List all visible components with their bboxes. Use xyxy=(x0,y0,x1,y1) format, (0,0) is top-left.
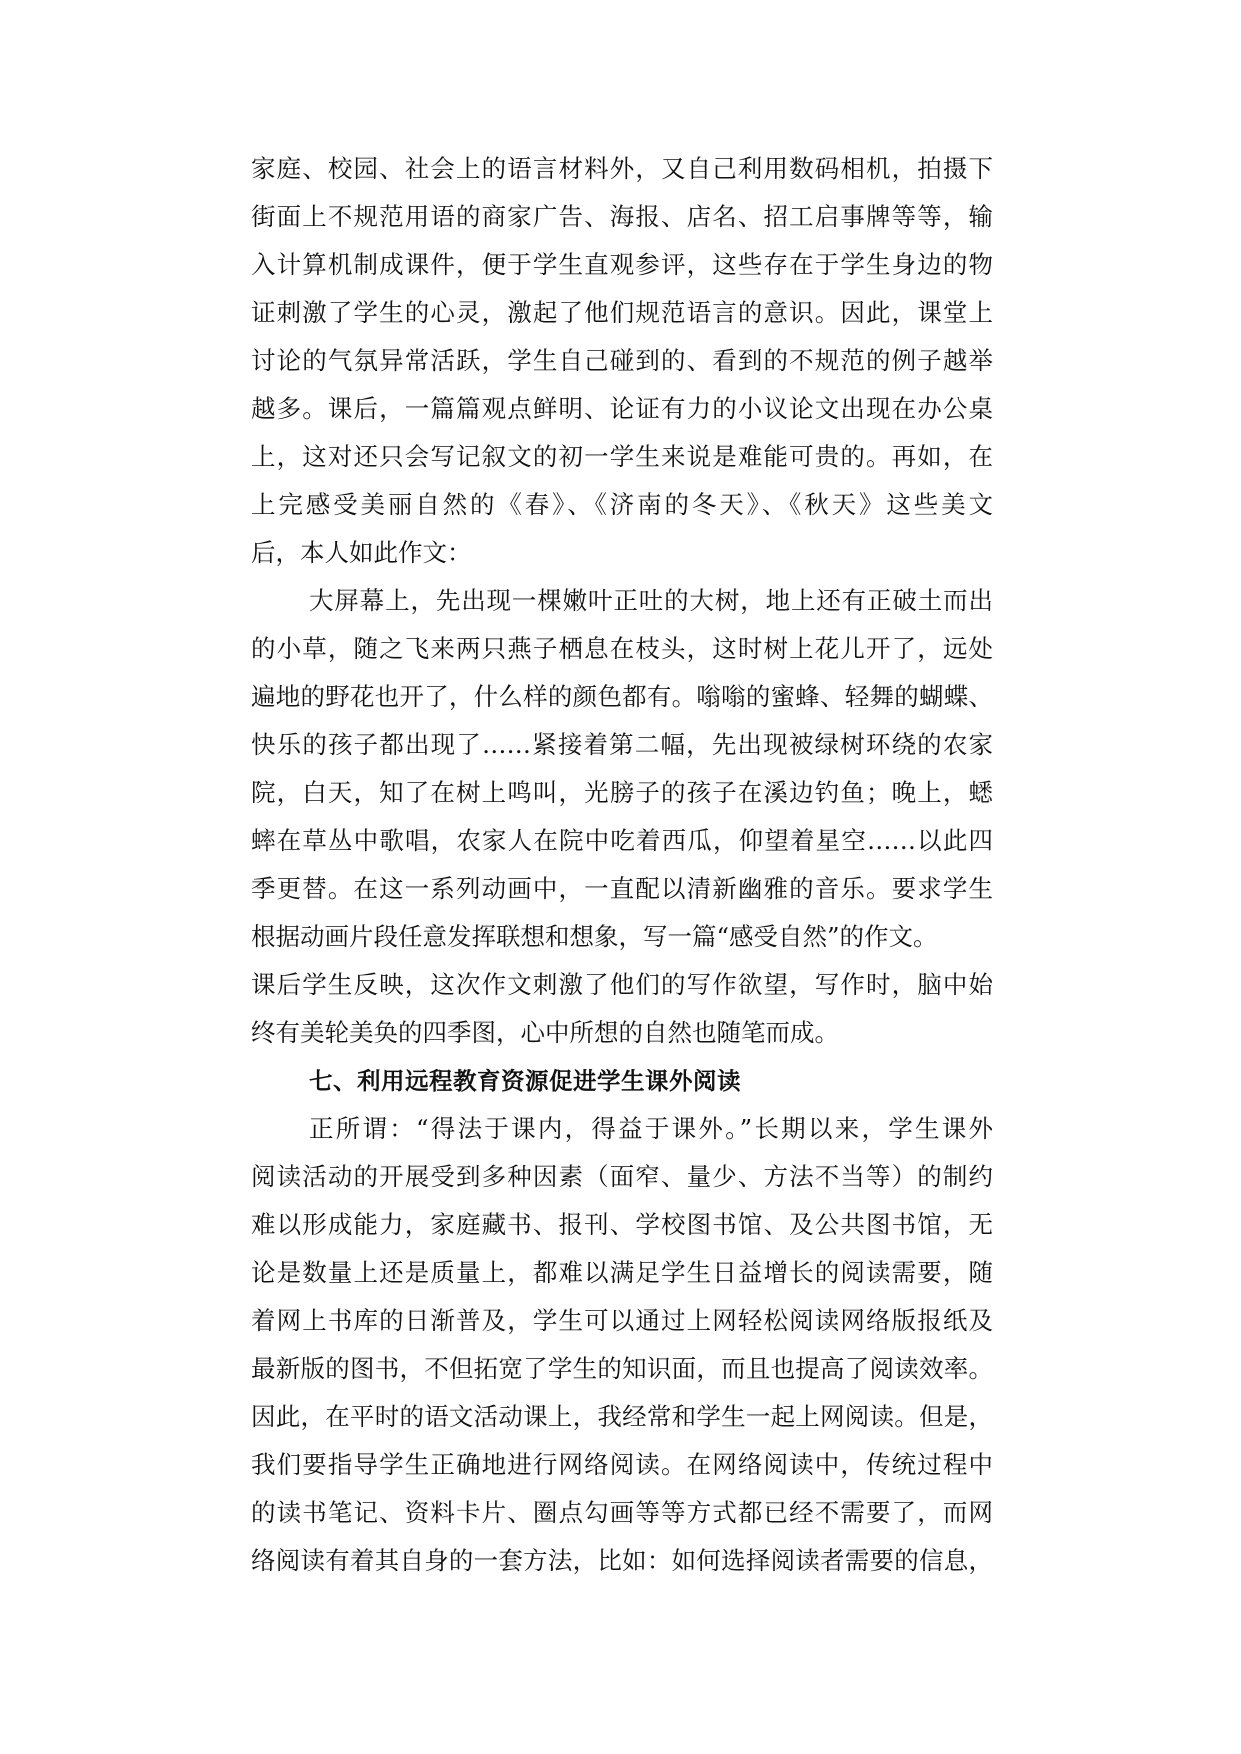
text-line: 终有美轮美奂的四季图，心中所想的自然也随笔而成。 xyxy=(251,1018,839,1047)
text-line: 讨论的气氛异常活跃，学生自己碰到的、看到的不规范的例子越举 xyxy=(251,346,993,375)
text-line: 大屏幕上，先出现一棵嫩叶正吐的大树，地上还有正破土而出 xyxy=(309,586,993,615)
text-line: 的小草，随之飞来两只燕子栖息在枝头，这时树上花儿开了，远处 xyxy=(251,634,993,663)
paragraph-3 xyxy=(251,1105,993,1585)
text-line: 难以形成能力，家庭藏书、报刊、学校图书馆、及公共图书馆，无 xyxy=(251,1210,993,1239)
text-line: 证刺激了学生的心灵，激起了他们规范语言的意识。因此，课堂上 xyxy=(251,298,993,327)
text-line: 络阅读有着其自身的一套方法，比如：如何选择阅读者需要的信息， xyxy=(251,1546,993,1575)
text-line: 蟀在草丛中歌唱，农家人在院中吃着西瓜，仰望着星空……以此四 xyxy=(251,826,993,855)
document-page xyxy=(251,145,993,1585)
text-line: 后，本人如此作文： xyxy=(251,538,472,567)
text-line: 上，这对还只会写记叙文的初一学生来说是难能可贵的。再如，在 xyxy=(251,442,993,471)
paragraph-2 xyxy=(251,577,993,1057)
text-line: 论是数量上还是质量上，都难以满足学生日益增长的阅读需要，随 xyxy=(251,1258,993,1287)
text-line: 街面上不规范用语的商家广告、海报、店名、招工启事牌等等，输 xyxy=(251,202,993,231)
text-line: 入计算机制成课件，便于学生直观参评，这些存在于学生身边的物 xyxy=(251,250,993,279)
text-line: 课后学生反映，这次作文刺激了他们的写作欲望，写作时，脑中始 xyxy=(251,970,993,999)
text-line: 家庭、校园、社会上的语言材料外，又自己利用数码相机，拍摄下 xyxy=(251,154,993,183)
text-line: 我们要指导学生正确地进行网络阅读。在网络阅读中，传统过程中 xyxy=(251,1450,993,1479)
text-line: 阅读活动的开展受到多种因素（面窄、量少、方法不当等）的制约 xyxy=(251,1162,993,1191)
text-line: 快乐的孩子都出现了……紧接着第二幅，先出现被绿树环绕的农家 xyxy=(251,730,993,759)
text-line: 着网上书库的日渐普及，学生可以通过上网轻松阅读网络版报纸及 xyxy=(251,1306,993,1335)
text-line: 根据动画片段任意发挥联想和想象，写一篇“感受自然”的作文。 xyxy=(251,922,938,951)
text-line: 季更替。在这一系列动画中，一直配以清新幽雅的音乐。要求学生 xyxy=(251,874,993,903)
text-line: 因此，在平时的语文活动课上，我经常和学生一起上网阅读。但是， xyxy=(251,1402,993,1431)
text-line: 越多。课后，一篇篇观点鲜明、论证有力的小议论文出现在办公桌 xyxy=(251,394,993,423)
text-line: 的读书笔记、资料卡片、圈点勾画等等方式都已经不需要了，而网 xyxy=(251,1498,993,1527)
section-heading: 七、利用远程教育资源促进学生课外阅读 xyxy=(309,1067,741,1095)
text-line: 正所谓：“得法于课内，得益于课外。”长期以来，学生课外 xyxy=(309,1114,993,1143)
text-line: 上完感受美丽自然的《春》、《济南的冬天》、《秋天》这些美文 xyxy=(251,490,993,519)
paragraph-1 xyxy=(251,145,993,577)
text-line: 遍地的野花也开了，什么样的颜色都有。嗡嗡的蜜蜂、轻舞的蝴蝶、 xyxy=(251,682,993,711)
text-line: 院，白天，知了在树上鸣叫，光膀子的孩子在溪边钓鱼；晚上，蟋 xyxy=(251,778,993,807)
text-line: 最新版的图书，不但拓宽了学生的知识面，而且也提高了阅读效率。 xyxy=(251,1354,993,1383)
